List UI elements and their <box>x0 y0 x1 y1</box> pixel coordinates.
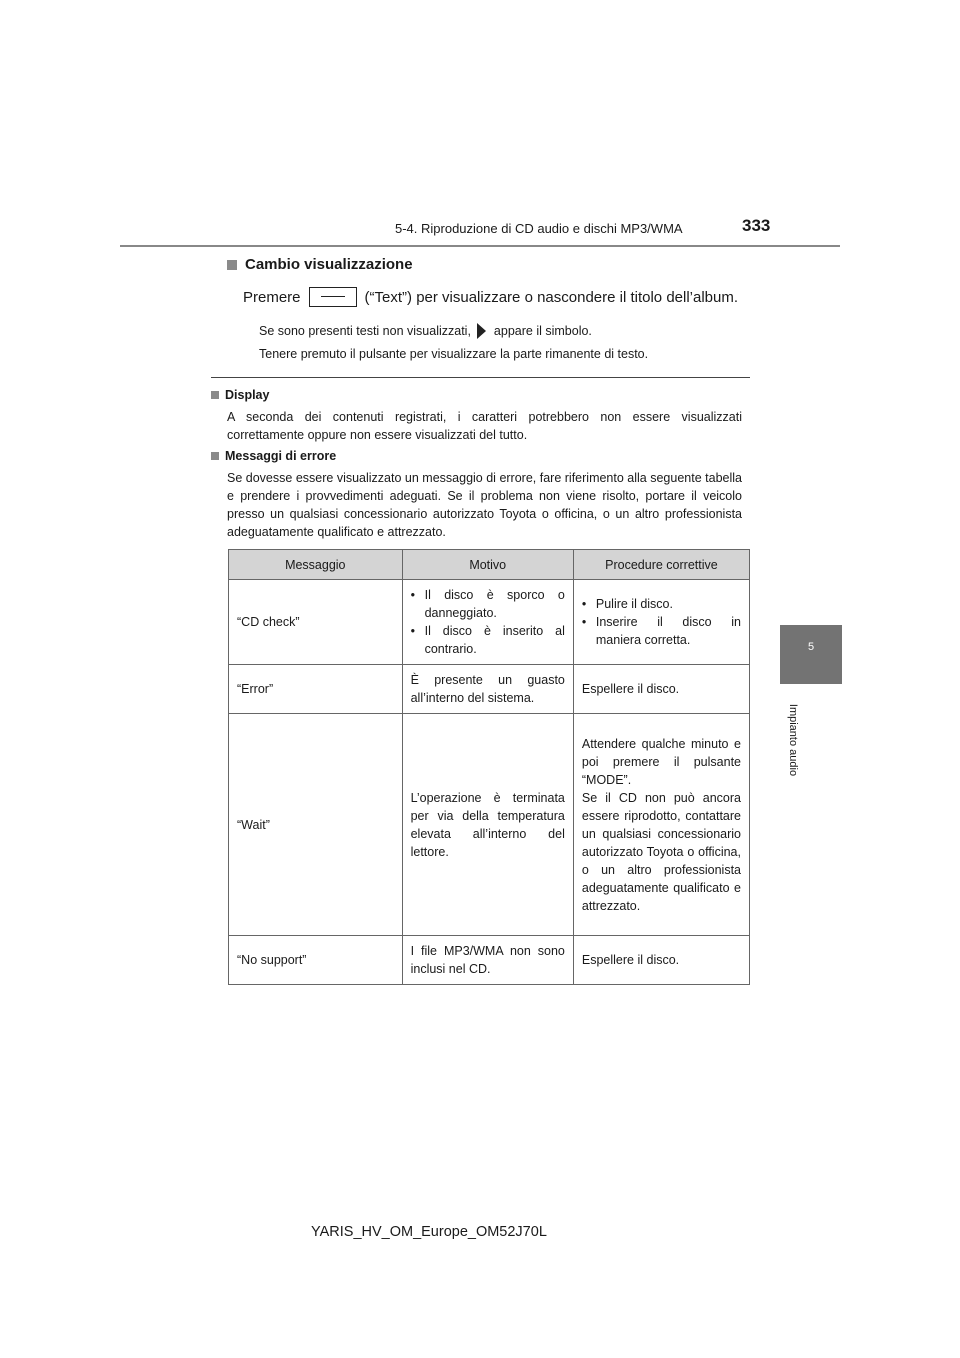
column-header-action: Procedure correttive <box>573 550 749 580</box>
cell-action <box>573 580 749 665</box>
instruction-line <box>243 287 738 307</box>
header-section-title: 5-4. Riproduzione di CD audio e dischi MP3/WMA <box>395 221 683 236</box>
reason-item: • Il disco è inserito al contrario. <box>411 622 565 658</box>
errors-title: Messaggi di errore <box>225 449 337 463</box>
section-divider <box>211 377 750 378</box>
cell-message: “CD check” <box>229 580 403 665</box>
section-title: Cambio visualizzazione <box>245 256 413 273</box>
note-hidden-text <box>259 323 592 339</box>
action-item: • Inserire il disco in maniera corretta. <box>582 613 741 649</box>
chapter-label: Impianto audio <box>787 703 799 777</box>
header-rule <box>120 245 840 247</box>
table-row <box>229 580 750 665</box>
chapter-tab <box>780 625 842 684</box>
column-header-message: Messaggio <box>229 550 403 580</box>
display-title: Display <box>225 388 270 402</box>
text-button-icon <box>309 287 357 307</box>
cell-message: “Wait” <box>229 714 403 936</box>
display-paragraph: A seconda dei contenuti registrati, i caratteri potrebbero non essere visualizzati correttamente oppure non essere visualizzati del tutto. <box>227 410 742 442</box>
table-row <box>229 936 750 985</box>
cell-action: Espellere il disco. <box>573 936 749 985</box>
square-bullet-icon <box>211 452 219 460</box>
action-item: • Pulire il disco. <box>582 595 741 613</box>
cell-reason: I file MP3/WMA non sono inclusi nel CD. <box>402 936 573 985</box>
display-heading <box>211 388 269 402</box>
table-header-row <box>229 550 750 580</box>
instruction-before: Premere <box>243 288 301 306</box>
cell-reason <box>402 580 573 665</box>
page-number: 333 <box>742 216 771 235</box>
section-heading <box>227 256 413 273</box>
errors-paragraph: Se dovesse essere visualizzato un messaggio di errore, fare riferimento alla seguente tabella e prendere i provvedimenti adeguati. Se il problema non viene risolto, portare il veicolo presso un qualsiasi concessionario autorizzato Toyota o officina, o un altro professionista adeguatamente qualificato e attrezzato. <box>227 471 742 539</box>
cell-message: “No support” <box>229 936 403 985</box>
cell-action: Espellere il disco. <box>573 665 749 714</box>
instruction-after: (“Text”) per visualizzare o nascondere il titolo dell’album. <box>364 288 739 306</box>
note-hold-button: Tenere premuto il pulsante per visualizzare la parte rimanente di testo. <box>259 347 649 361</box>
column-header-reason: Motivo <box>402 550 573 580</box>
errors-heading <box>211 449 336 463</box>
cell-reason: È presente un guasto all’interno del sistema. <box>402 665 573 714</box>
table-row <box>229 714 750 936</box>
reason-item: • Il disco è sporco o danneggiato. <box>411 586 565 622</box>
cell-reason: L’operazione è terminata per via della temperatura elevata all’interno del lettore. <box>402 714 573 936</box>
square-bullet-icon <box>211 391 219 399</box>
cell-message: “Error” <box>229 665 403 714</box>
more-text-arrow-icon <box>477 323 486 339</box>
note1-after: appare il simbolo. <box>493 324 592 338</box>
error-messages-table <box>228 549 750 985</box>
table-row <box>229 665 750 714</box>
document-footer-id: YARIS_HV_OM_Europe_OM52J70L <box>311 1224 547 1240</box>
square-bullet-icon <box>227 260 237 270</box>
chapter-number: 5 <box>807 641 815 653</box>
note1-before: Se sono presenti testi non visualizzati, <box>259 324 471 338</box>
cell-action: Attendere qualche minuto e poi premere il pulsante “MODE”. Se il CD non può ancora essere riprodotto, contattare un qualsiasi concessionario autorizzato Toyota o officina, o un altro professionista adeguatamente qualificato e attrezzato. <box>573 714 749 936</box>
